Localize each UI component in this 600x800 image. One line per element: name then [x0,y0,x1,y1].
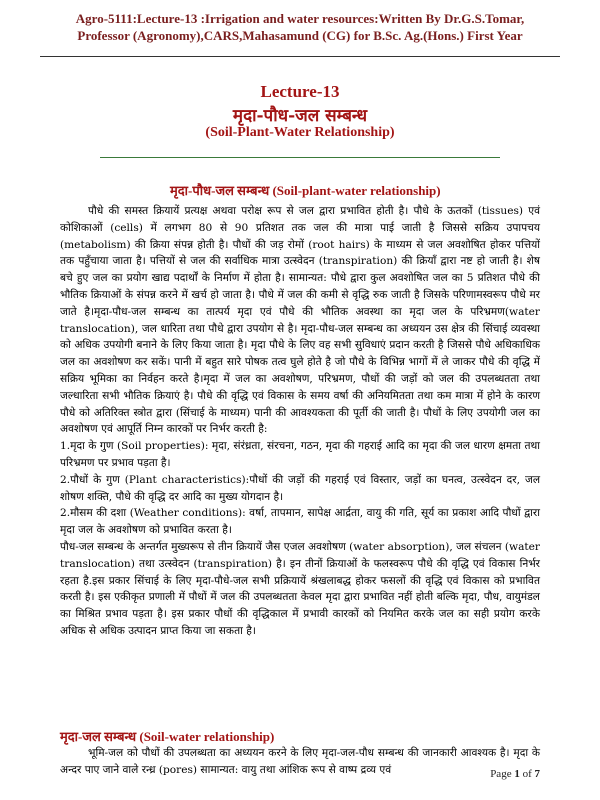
section-body-soil-plant-water [60,203,540,640]
section-heading-soil-water: मृदा-जल सम्बन्ध (Soil-water relationship) [60,729,275,744]
page-current: 1 [514,768,520,780]
intro-paragraph: पौधे की समस्त क्रियायें प्रत्यक्ष अथवा परोक्ष रूप से जल द्वारा प्रभावित होती है। पौधे के ऊतकों (tissues) एवं कोशिकाओं (cells) में लगभग 80 से 90 प्रतिशत तक जल की मात्रा पाई जाती है जिससे सक्रिय उपापचय (metabolism) की क्रिया संपन्न होती है। पौधों की जड़ रोमों (root hairs) के माध्यम से जल अवशोषित होकर पत्तियों तक पहुँचाया जाता है। पत्तियों से जल की सर्वाधिक मात्रा उत्स्वेदन (transpiration) की क्रियाँ द्वारा नष्ट हो जाती है। शेष बचे हुए जल का प्रयोग खाद्य पदार्थों के निर्माण में होता है। सामान्यत: पौधे द्वारा कुल अवशोषित जल का 5 प्रतिशत पौधे की भौतिक क्रियाओं के संपन्न करने में खर्च हो जाता है। पौधे में जल की कमी से वृद्धि रुक जाती है जिसके परिणामस्वरूप पौधे मर जाते है।मृदा-पौध-जल सम्बन्ध का तात्पर्य मृदा एवं पौधे की भौतिक अवस्था का मृदा जल के परिभ्रमण(water translocation), जल धारिता तथा पौधे द्वारा उपयोग से है। मृदा-पौध-जल सम्बन्ध का अध्ययन उस क्षेत्र की सिंचाई व्यवस्था को अधिक उपयोगी बनाने के लिए किया जाता है। मृदा पौधे के लिए वह सभी सुविधाएं प्रदान करती है जिससे पौधे अधिकाधिक जल का अवशोषण कर सकें। पानी में बहुत सारे पोषक तत्व घुले होते है जो पौधे के विभिन्न भागों में ले जाकर पौधे की वृद्धि में सक्रिय भूमिका का निर्वहन करते है।मृदा में जल का अवशोषण, परिभ्रमण, पौधों की जड़ों को जल की उपलब्धतता तथा जल्धारिता सभी भौतिक क्रियाएं है। पौधे की वृद्धि एवं विकास के समय वर्षा की अनियमितता तथा कम मात्रा में होने के कारण पौधे को अतिरिक्त स्त्रोत द्वारा (सिंचाई के माध्यम) पानी की आवश्यकता की पूर्ती की जाती है। पौधों के लिए उपयोगी जल का अवशोषण एवं आपूर्ति निम्न कारकों पर निर्भर करती है: [60,205,540,436]
header-line-2: Professor (Agronomy),CARS,Mahasamund (CG) for B.Sc. Ag.(Hons.) First Year [77,28,523,43]
header-line-1: Agro-5111:Lecture-13 :Irrigation and water resources:Written By Dr.G.S.Tomar, [75,11,525,26]
page-prefix: Page [490,768,515,780]
closing-paragraph: पौध-जल सम्बन्ध के अन्तर्गत मुख्यरूप से तीन क्रियायें जैस एजल अवशोषण (water absorption), जल संचलन (water translocation) तथा उत्स्वेदन (transpiration) है। इन तीनों क्रियाओं के फलस्वरूप पौधे की वृद्धि एवं विकास निर्भर रहता है.इस प्रकार सिंचाई के लिए मृदा-पौधे-जल सभी प्रक्रियायें श्रंखलाबद्ध होकर फसलों की वृद्धि एवं विकास को प्रभावित करती है। इस एकीकृत प्रणाली में पौधों में जल की उपलब्धतता केवल मृदा द्वारा प्रभावित नहीं होती बल्कि मृदा, पौध, वायुमंडल का मिश्रित प्रभाव पड़ता है। इस प्रकार पौधों की वृद्धिकाल में प्रभावी कारकों को नियमित करके जल का सही प्रयोग करके अधिक से अधिक उत्पादन प्राप्त किया जा सकता है। [60,540,540,637]
hindi-title: मृदा-पौध-जल सम्बन्ध [232,106,368,126]
page-total: 7 [534,768,540,780]
factor-item-soil-properties: 1.मृदा के गुण (Soil properties): मृदा, संरंध्रता, संरचना, गठन, मृदा की गहराई आदि का मृदा की जल धारण क्षमता तथा परिभ्रमण पर प्रभाव पड़ता है। [60,440,540,469]
page-header [40,10,560,44]
page-separator: of [519,768,535,780]
page-number [490,768,540,780]
english-subtitle: (Soil-Plant-Water Relationship) [205,125,395,140]
lecture-title: Lecture-13 [260,82,340,101]
factor-item-plant-characteristics: 2.पौधों के गुण (Plant characteristics):पौधों की जड़ों की गहराई एवं विस्तार, जड़ों का घनत्व, उत्स्वेदन दर, जल शोषण शक्ति, पौधे की वृद्धि दर आदि का मुख्य योगदान है। [60,473,540,503]
header-divider [40,56,560,57]
section-heading-soil-plant-water: मृदा-पौध-जल सम्बन्ध (Soil-plant-water relationship) [170,183,441,198]
factor-item-weather-conditions: 2.मौसम की दशा (Weather conditions): वर्षा, तापमान, सापेक्ष आर्द्रता, वायु की गति, सूर्य का प्रकाश आदि पौधों द्वारा मृदा जल के अवशोषण को प्रभावित करता है। [60,507,540,537]
soil-water-paragraph: भूमि-जल को पौधों की उपलब्धता का अध्ययन करने के लिए मृदा-जल-पौध सम्बन्ध की जानकारी आवश्यक है। मृदा के अन्दर पाए जाने वाले रन्ध्र (pores) सामान्यत: वायु तथा आंशिक रूप से वाष्प द्रव्य एवं [60,747,540,776]
title-divider [100,157,500,158]
section-body-soil-water [60,745,540,779]
